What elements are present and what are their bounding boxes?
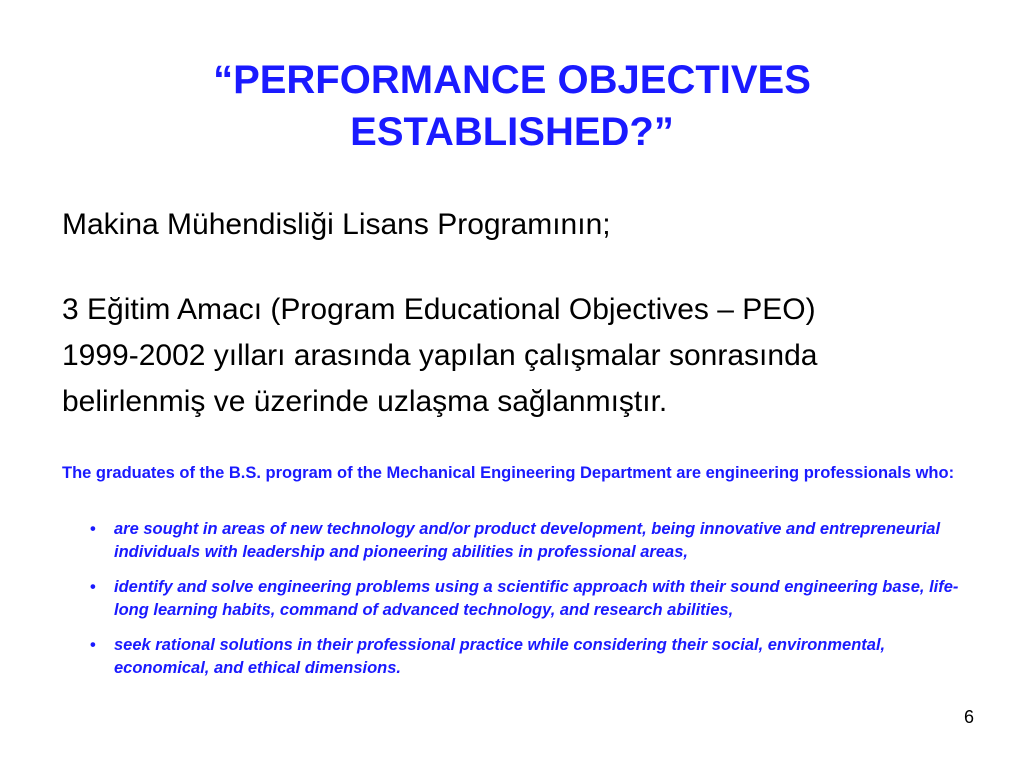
objective-item bbox=[62, 634, 982, 680]
peo-paragraph bbox=[62, 287, 1012, 425]
peo-paragraph-line-1: 3 Eğitim Amacı (Program Educational Objectives – PEO) bbox=[62, 293, 816, 326]
page-number: 6 bbox=[963, 707, 974, 727]
bullet-icon: • bbox=[90, 520, 96, 538]
slide-title-line-2: ESTABLISHED?” bbox=[350, 110, 674, 154]
objectives-list bbox=[62, 518, 982, 692]
slide-title-line-1: “PERFORMANCE OBJECTIVES bbox=[213, 58, 811, 102]
program-heading: Makina Mühendisliği Lisans Programının; bbox=[62, 208, 611, 241]
objective-item bbox=[62, 518, 982, 564]
peo-paragraph-line-2: 1999-2002 yılları arasında yapılan çalışmalar sonrasında bbox=[62, 339, 818, 372]
peo-paragraph-line-3: belirlenmiş ve üzerinde uzlaşma sağlanmıştır. bbox=[62, 385, 668, 418]
objective-text: identify and solve engineering problems using a scientific approach with their sound engineering base, life-long learning habits, command of advanced technology, and research abilities, bbox=[114, 578, 959, 619]
bullet-icon: • bbox=[90, 636, 96, 654]
objective-text: seek rational solutions in their professional practice while considering their social, environmental, economical, and ethical dimensions. bbox=[114, 636, 886, 677]
objective-text: are sought in areas of new technology and/or product development, being innovative and entrepreneurial individuals with leadership and pioneering abilities in professional areas, bbox=[114, 520, 941, 561]
objective-item bbox=[62, 576, 982, 622]
graduates-intro: The graduates of the B.S. program of the Mechanical Engineering Department are engineering professionals who: bbox=[62, 464, 955, 482]
bullet-icon: • bbox=[90, 578, 96, 596]
slide-title bbox=[0, 54, 1024, 158]
